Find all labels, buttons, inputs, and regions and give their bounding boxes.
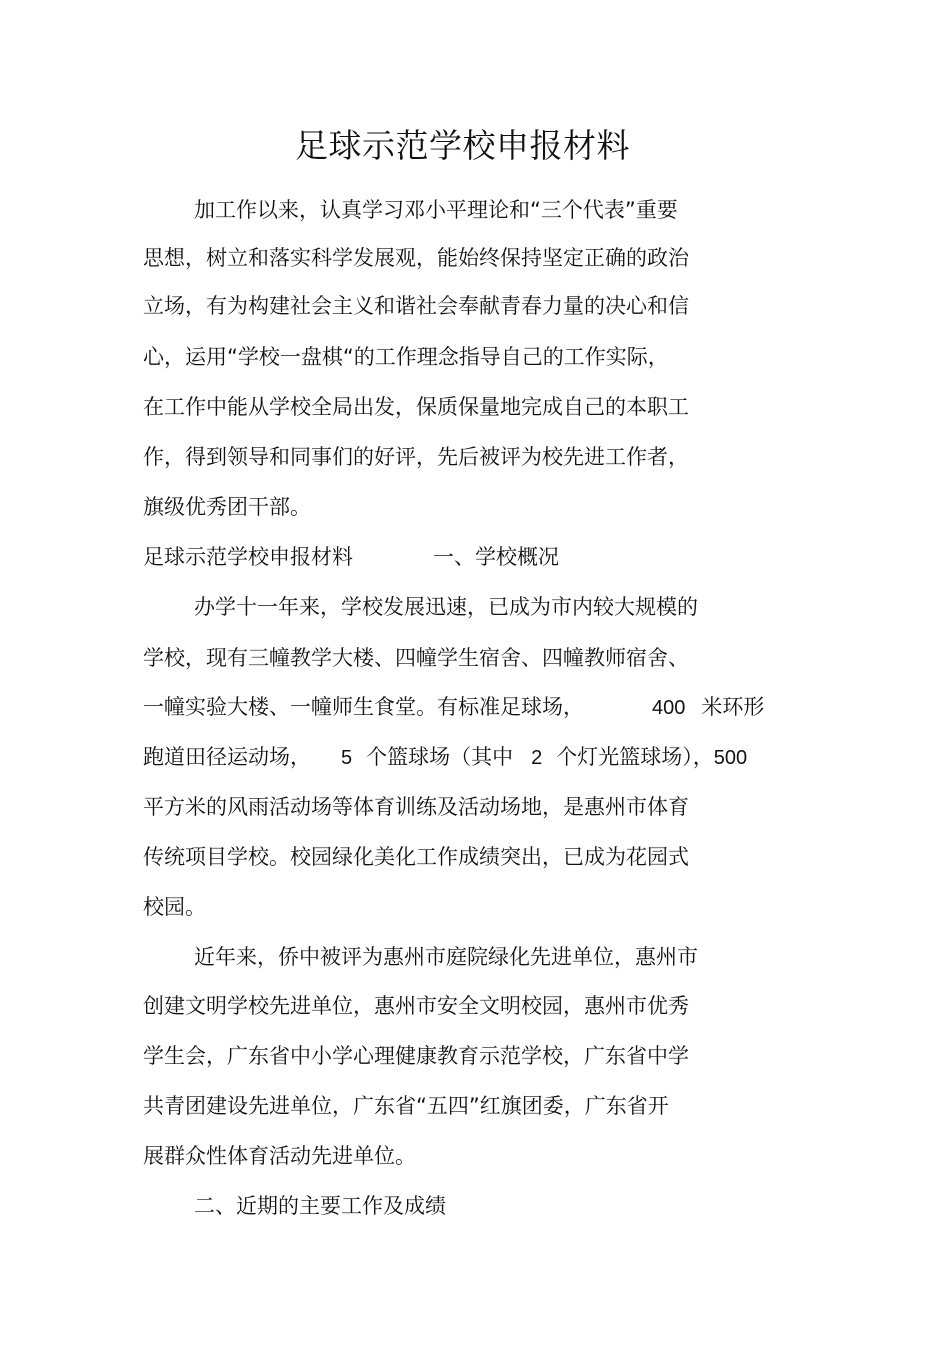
paragraph-line: 立场，有为构建社会主义和谐社会奉献青春力量的决心和信 bbox=[143, 294, 689, 318]
section-heading-line bbox=[143, 540, 823, 574]
paragraph-line: 心，运用“学校一盘棋“的工作理念指导自己的工作实际， bbox=[143, 345, 669, 369]
paragraph-line: 创建文明学校先进单位，惠州市安全文明校园，惠州市优秀 bbox=[143, 994, 689, 1018]
paragraph-line: 校园。 bbox=[143, 895, 206, 919]
number-span: 400 bbox=[652, 697, 686, 719]
repeated-title: 足球示范学校申报材料 bbox=[143, 545, 353, 569]
paragraph-line: 加工作以来，认真学习邓小平理论和“三个代表”重要 bbox=[194, 198, 678, 222]
section-heading-2: 二、近期的主要工作及成绩 bbox=[194, 1194, 446, 1218]
paragraph-line: 在工作中能从学校全局出发，保质保量地完成自己的本职工 bbox=[143, 395, 689, 419]
paragraph-line: 展群众性体育活动先进单位。 bbox=[143, 1144, 416, 1168]
paragraph-line: 共青团建设先进单位，广东省“五四”红旗团委，广东省开 bbox=[143, 1094, 669, 1118]
paragraph-line: 传统项目学校。校园绿化美化工作成绩突出，已成为花园式 bbox=[143, 845, 689, 869]
paragraph-line: 平方米的风雨活动场等体育训练及活动场地，是惠州市体育 bbox=[143, 795, 689, 819]
text-span: 一幢实验大楼、一幢师生食堂。有标准足球场， bbox=[143, 695, 584, 719]
number-span: 2 bbox=[531, 747, 543, 769]
text-span: 跑道田径运动场， bbox=[143, 745, 311, 769]
paragraph-line: 近年来，侨中被评为惠州市庭院绿化先进单位，惠州市 bbox=[194, 945, 698, 969]
section-heading-1: 一、学校概况 bbox=[433, 545, 559, 569]
paragraph-line: 学生会，广东省中小学心理健康教育示范学校，广东省中学 bbox=[143, 1044, 689, 1068]
text-span: 个篮球场（其中 bbox=[366, 745, 514, 769]
number-span: 5 bbox=[341, 747, 353, 769]
paragraph-line: 学校，现有三幢教学大楼、四幢学生宿舍、四幢教师宿舍、 bbox=[143, 646, 689, 670]
text-span: 米环形 bbox=[701, 695, 765, 719]
text-span: 个灯光篮球场）， bbox=[556, 745, 714, 769]
paragraph-line bbox=[143, 740, 823, 775]
paragraph-line: 旗级优秀团干部。 bbox=[143, 495, 311, 519]
paragraph-line: 办学十一年来，学校发展迅速，已成为市内较大规模的 bbox=[194, 595, 698, 619]
number-span: 500 bbox=[713, 747, 748, 769]
document-title: 足球示范学校申报材料 bbox=[295, 126, 630, 165]
paragraph-line: 作，得到领导和同事们的好评，先后被评为校先进工作者， bbox=[143, 445, 689, 469]
paragraph-line bbox=[143, 690, 823, 725]
paragraph-line: 思想，树立和落实科学发展观，能始终保持坚定正确的政治 bbox=[143, 246, 689, 270]
